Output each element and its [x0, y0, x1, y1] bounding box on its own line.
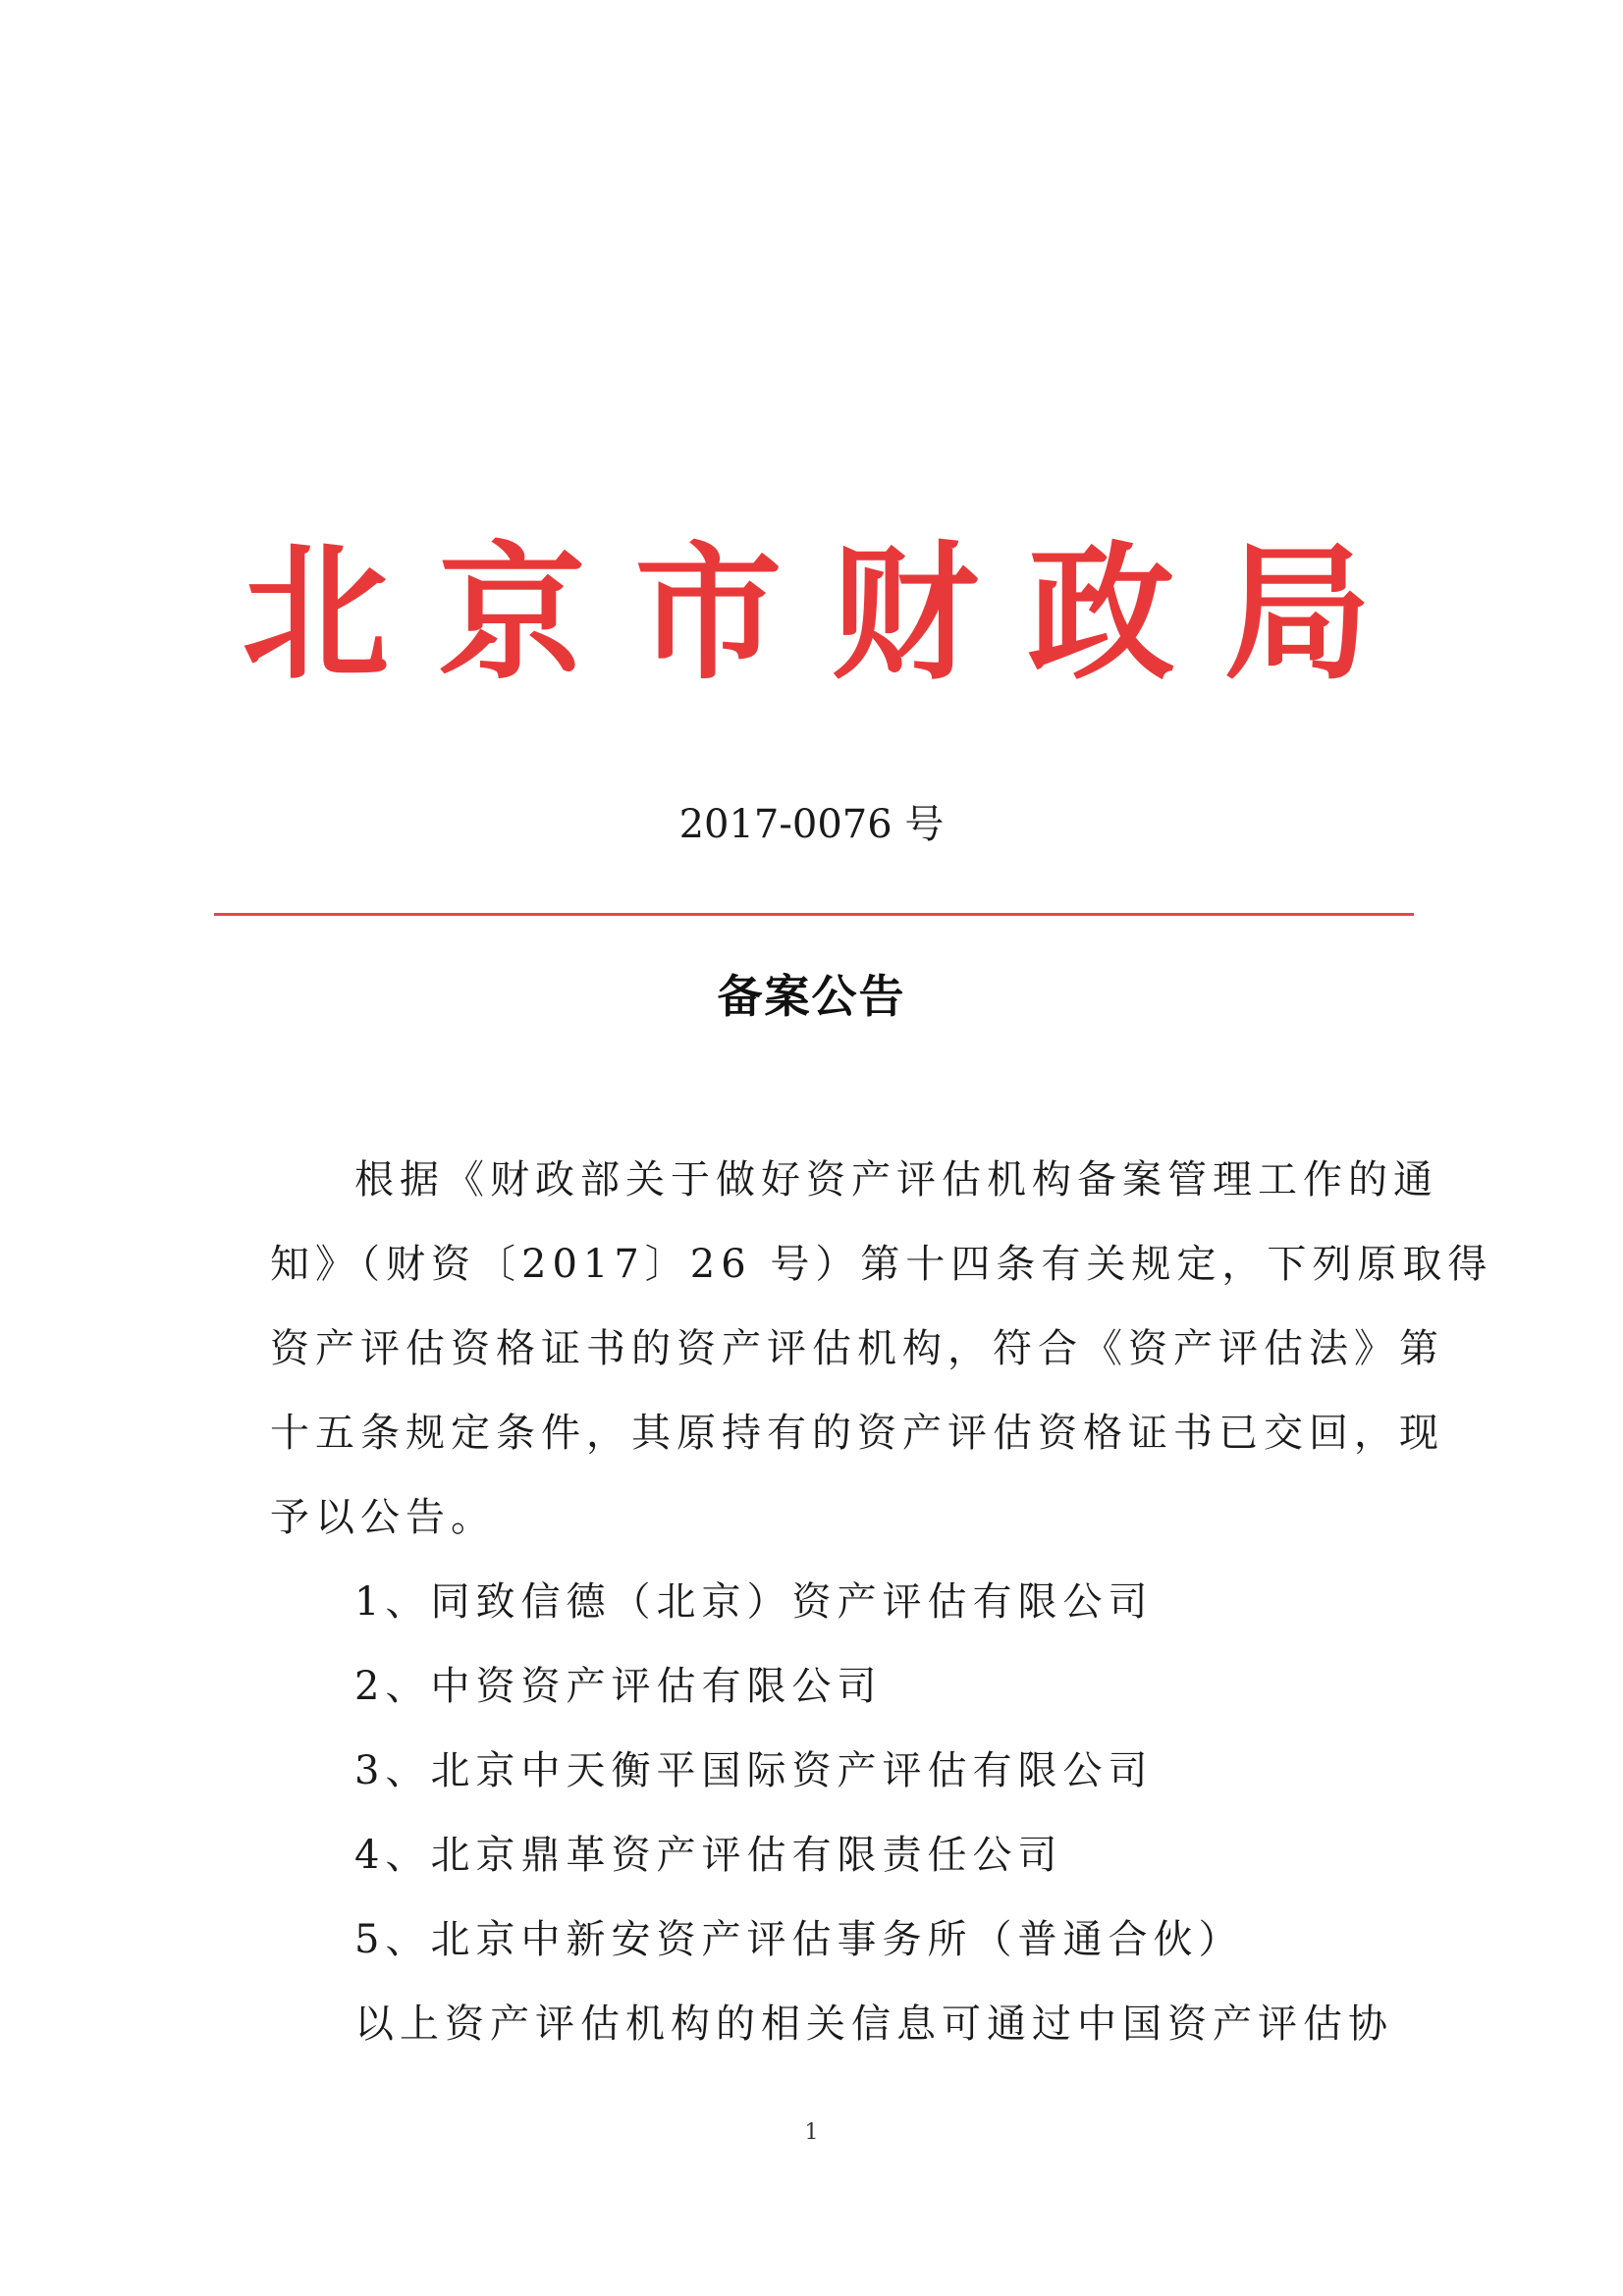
- letterhead-title: 北京市财政局: [242, 527, 1421, 700]
- paragraph-line: 知》（财资〔2017〕26 号）第十四条有关规定，下列原取得: [270, 1242, 1493, 1287]
- institution-list-item: 1、同致信德（北京）资产评估有限公司: [354, 1579, 1154, 1625]
- closing-line: 以上资产评估机构的相关信息可通过中国资产评估协: [354, 2002, 1393, 2047]
- document-number: 2017-0076 号: [678, 802, 945, 847]
- institution-list-item: 2、中资资产评估有限公司: [354, 1664, 883, 1709]
- paragraph-line: 十五条规定条件，其原持有的资产评估资格证书已交回，现: [270, 1411, 1444, 1456]
- notice-body: [270, 1138, 1493, 2066]
- institution-list-item: 5、北京中新安资产评估事务所（普通合伙）: [354, 1917, 1244, 1962]
- institution-list-item: 3、北京中天衡平国际资产评估有限公司: [354, 1748, 1154, 1793]
- notice-title: 备案公告: [717, 970, 906, 1023]
- paragraph-line: 资产评估资格证书的资产评估机构，符合《资产评估法》第: [270, 1326, 1444, 1371]
- paragraph-line: 根据《财政部关于做好资产评估机构备案管理工作的通: [354, 1157, 1438, 1202]
- red-divider-line: [214, 913, 1414, 916]
- paragraph-line: 予以公告。: [270, 1495, 496, 1540]
- page-number: 1: [804, 2120, 819, 2145]
- institution-list-item: 4、北京鼎革资产评估有限责任公司: [354, 1833, 1063, 1878]
